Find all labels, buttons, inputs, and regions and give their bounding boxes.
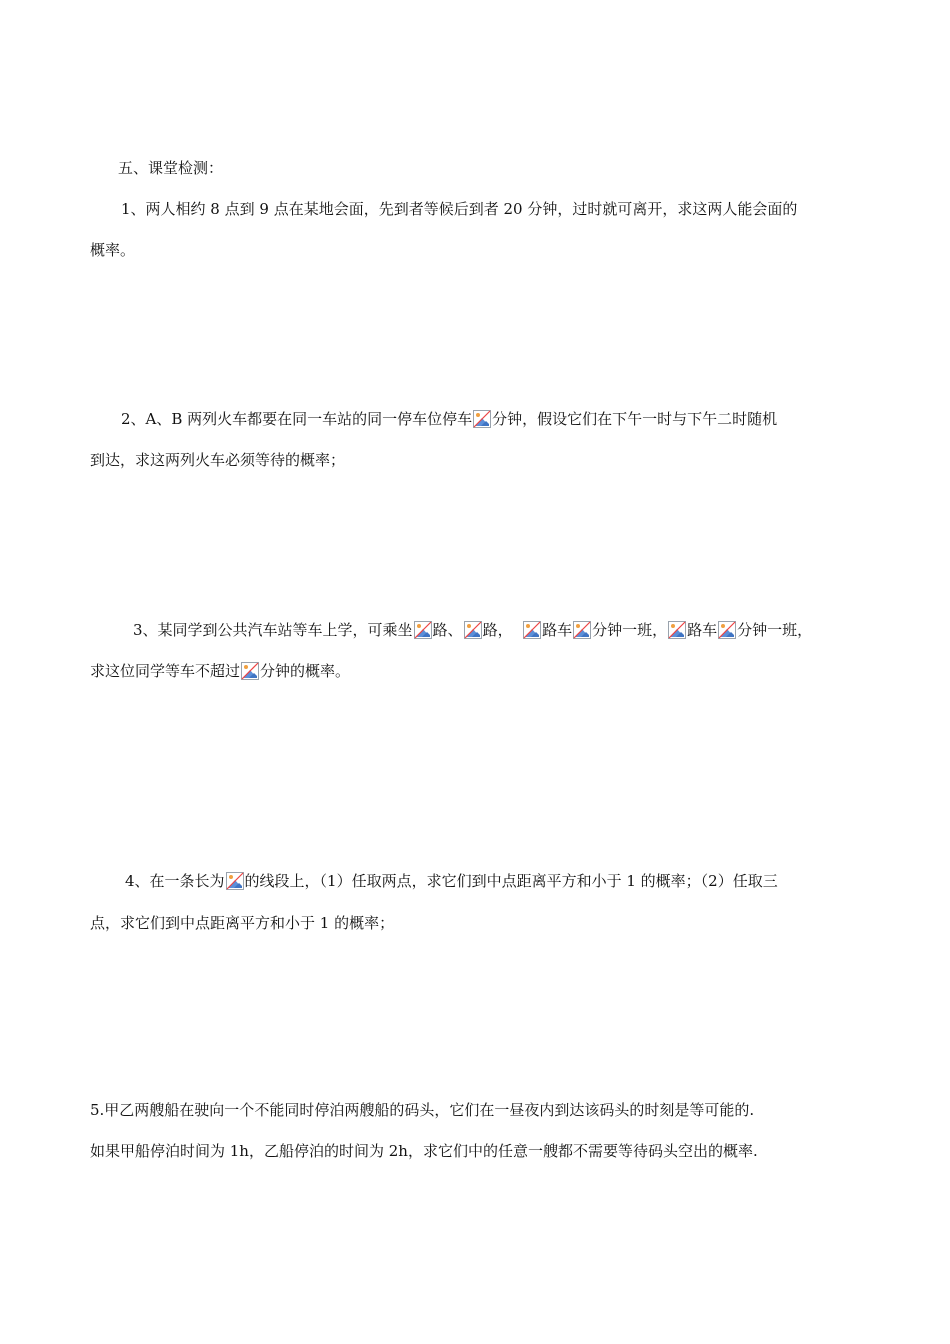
question-5-line-1: 5.甲乙两艘船在驶向一个不能同时停泊两艘船的码头，它们在一昼夜内到达该码头的时刻是等可能的. <box>90 1101 755 1119</box>
broken-image-icon <box>226 872 244 890</box>
section-title: 五、课堂检测： <box>118 159 224 177</box>
broken-image-icon <box>464 621 482 639</box>
q2-text-2: 分钟，假设它们在下午一时与下午二时随机 <box>492 410 778 428</box>
broken-image-icon <box>668 621 686 639</box>
question-1-line-1: 1、两人相约 8 点到 9 点在某地会面，先到者等候后到者 20 分钟，过时就可离开，求这两人能会面的 <box>121 200 798 218</box>
broken-image-icon <box>473 410 491 428</box>
q4-text-1: 4、在一条长为 <box>125 872 225 890</box>
broken-image-icon <box>241 662 259 680</box>
q3-text-6: 路车 <box>687 621 718 639</box>
q3-text-8: 求这位同学等车不超过 <box>90 662 241 680</box>
broken-image-icon <box>718 621 736 639</box>
q3-text-1: 3、某同学到公共汽车站等车上学，可乘坐 <box>133 621 413 639</box>
q3-text-5: 分钟一班， <box>592 621 668 639</box>
question-3-line-1 <box>133 620 812 640</box>
q3-text-4: 路车 <box>542 621 573 639</box>
question-1-line-2: 概率。 <box>90 241 136 259</box>
q3-text-3: 路， <box>482 621 513 639</box>
question-5-line-2: 如果甲船停泊时间为 1h，乙船停泊的时间为 2h，求它们中的任意一艘都不需要等待码头空出的概率. <box>90 1142 758 1160</box>
broken-image-icon <box>573 621 591 639</box>
q3-text-2: 路、 <box>432 621 463 639</box>
question-3-line-2 <box>90 661 350 681</box>
question-4-line-1 <box>125 871 778 891</box>
question-2-line-2: 到达，求这两列火车必须等待的概率； <box>90 451 346 469</box>
question-2-line-1 <box>121 409 777 429</box>
q3-text-7: 分钟一班， <box>737 621 813 639</box>
broken-image-icon <box>414 621 432 639</box>
broken-image-icon <box>523 621 541 639</box>
q4-text-2: 的线段上，（1）任取两点，求它们到中点距离平方和小于 1 的概率；（2）任取三 <box>244 872 778 890</box>
q3-text-9: 分钟的概率。 <box>260 662 351 680</box>
question-4-line-2: 点，求它们到中点距离平方和小于 1 的概率； <box>90 914 395 932</box>
q2-text-1: 2、A、B 两列火车都要在同一车站的同一停车位停车 <box>121 410 473 428</box>
